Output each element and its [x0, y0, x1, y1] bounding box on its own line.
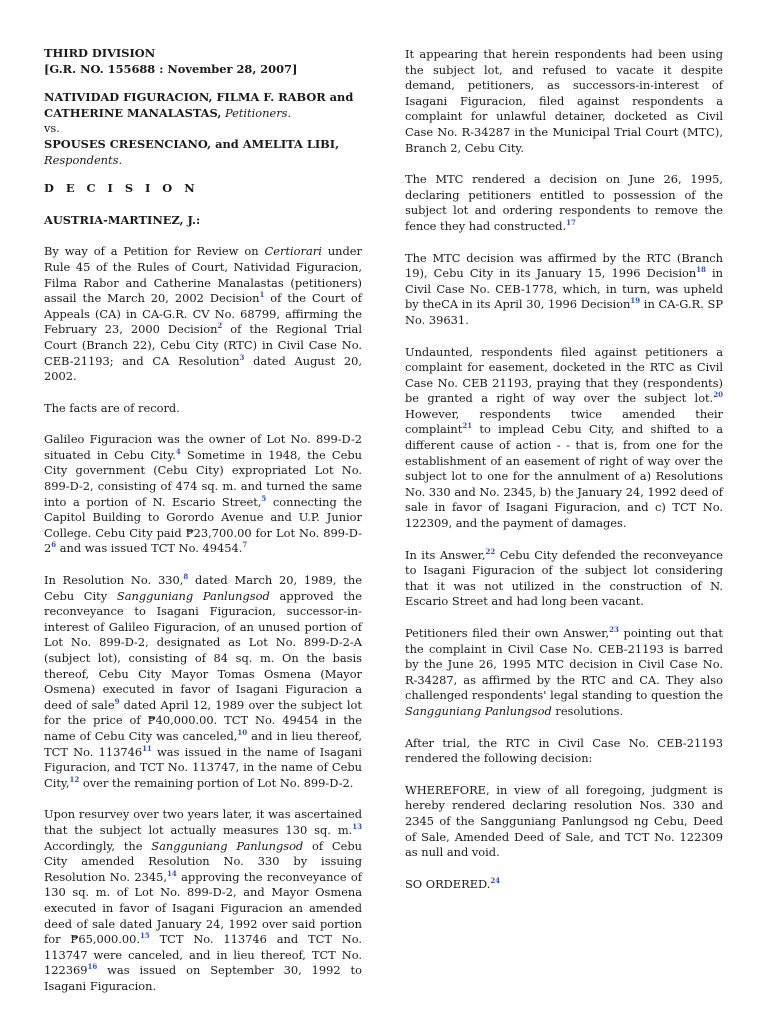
text: resolutions. — [551, 703, 624, 718]
footnote-link-24[interactable]: 24 — [490, 875, 501, 885]
text: The MTC decision was affirmed by the RTC (Branch 19), Cebu City in its January 15, 1996 Decision — [405, 250, 723, 281]
text: in CA-G.R. SP No. 39631. — [405, 297, 723, 327]
footnote-link-13[interactable]: 13 — [352, 822, 362, 832]
footnote-link-15[interactable]: 15 — [140, 931, 150, 941]
footnote-link-5[interactable]: 5 — [261, 493, 267, 503]
text: Galileo Figuracion was the owner of Lot No. 899-D-2 situated in Cebu City. — [44, 432, 362, 462]
paragraph-9 — [405, 345, 723, 532]
text: of the Regional Trial Court (Branch 22), Cebu City (RTC) in Civil Case No. CEB-21193; and CA Resolution — [44, 322, 362, 368]
ponente: AUSTRIA-MARTINEZ, J.: — [44, 212, 201, 227]
paragraph-8 — [405, 251, 723, 329]
text: over the remaining portion of Lot No. 899-D-2. — [79, 775, 354, 790]
text: TCT No. 113746 and TCT No. 113747 were canceled, and in lieu thereof, TCT No. 122369 — [44, 932, 362, 978]
footnote-link-18[interactable]: 18 — [696, 265, 706, 275]
footnote-link-8[interactable]: 8 — [183, 572, 189, 582]
left-column — [44, 46, 362, 1010]
footnote-link-19[interactable]: 19 — [630, 296, 641, 306]
text: pointing out that the complaint in Civil Case No. CEB-21193 is barred by the June 26, 1995 MTC decision in Civil Case No. R-34287, as affirmed by the RTC and CA. They also challenged respondents' legal standing to question the — [405, 626, 723, 703]
text: under Rule 45 of the Rules of Court, Natividad Figuracion, Filma Rabor and Catherine Manalastas (petitioners) assail the March 20, 2002 Decision — [44, 244, 362, 306]
text: The MTC rendered a decision on June 26, 1995, declaring petitioners entitled to possession of the subject lot and ordering respondents to remove the fence they had constructed. — [405, 172, 723, 233]
footnote-link-21[interactable]: 21 — [462, 421, 473, 431]
footnote-link-7[interactable]: 7 — [242, 540, 248, 550]
footnote-link-1[interactable]: 1 — [259, 290, 265, 300]
paragraph-1 — [44, 244, 362, 384]
text: In its Answer, — [405, 547, 486, 562]
right-column — [405, 47, 723, 908]
text: connecting the Capitol Building to Gorordo Avenue and U.P. Junior College. Cebu City paid ₱23,700.00 for Lot No. 899-D-2 — [44, 494, 362, 556]
text: However, respondents twice amended their complaint — [405, 406, 723, 437]
division-label: THIRD DIVISION — [44, 46, 156, 60]
text: of Cebu City amended Resolution No. 330 by issuing Resolution No. 2345, — [44, 838, 362, 884]
text: Accordingly, the — [44, 838, 152, 853]
case-number: [G.R. NO. 155688 : November 28, 2007] — [44, 61, 298, 76]
text-italic: Sangguniang Panlungsod — [116, 588, 270, 603]
footnote-link-6[interactable]: 6 — [51, 540, 57, 550]
footnote-link-10[interactable]: 10 — [237, 728, 248, 738]
petitioners-block: NATIVIDAD FIGURACION, FILMA F. RABOR and CATHERINE MANALASTAS, Petitioners. — [44, 90, 354, 120]
petitioners-names: NATIVIDAD FIGURACION, FILMA F. RABOR and CATHERINE MANALASTAS, — [44, 90, 354, 120]
paragraph-13: WHEREFORE, in view of all foregoing, judgment is hereby rendered declaring resolution Nos. 330 and 2345 of the Sangguniang Panlungsod ng Cebu, Deed of Sale, Amended Deed of Sale, and TCT No. 122309 as null and void. — [405, 782, 723, 860]
text: By way of a Petition for Review on — [44, 244, 265, 259]
paragraph-14 — [405, 877, 723, 893]
versus: vs. — [44, 121, 60, 136]
footnote-link-11[interactable]: 11 — [142, 743, 152, 753]
text: Sometime in 1948, the Cebu City government (Cebu City) expropriated Lot No. 899-D-2, consisting of 474 sq. m. and turned the same into a portion of N. Escario Street, — [44, 447, 362, 509]
footnote-link-9[interactable]: 9 — [114, 696, 120, 706]
text-italic: Sangguniang Panlungsod — [151, 838, 304, 853]
text: in Civil Case No. CEB-1778, which, in turn, was upheld by theCA in its April 30, 1996 Decision — [405, 266, 723, 312]
footnote-link-12[interactable]: 12 — [69, 774, 80, 784]
paragraph-5 — [44, 807, 362, 994]
footnote-link-14[interactable]: 14 — [167, 868, 177, 878]
text: Cebu City defended the reconveyance to Isagani Figuracion of the subject lot considering that it was not utilized in the construction of N. Escario Street and had long been vacant. — [405, 547, 723, 609]
paragraph-11 — [405, 626, 723, 720]
text: dated April 12, 1989 over the subject lot for the price of ₱40,000.00. TCT No. 49454 in the name of Cebu City was canceled, — [44, 697, 362, 743]
respondents-block: SPOUSES CRESENCIANO, and AMELITA LIBI, Respondents. — [44, 136, 340, 167]
text-italic: Sangguniang Panlungsod — [405, 703, 552, 718]
text: of the Court of Appeals (CA) in CA-G.R. CV No. 68799, affirming the February 23, 2000 Decision — [44, 291, 362, 337]
text: was issued in the name of Isagani Figuracion, and TCT No. 113747, in the name of Cebu City, — [44, 744, 362, 790]
paragraph-2: The facts are of record. — [44, 400, 180, 415]
text: was issued on September 30, 1992 to Isagani Figuracion. — [44, 963, 362, 993]
footnote-link-16[interactable]: 16 — [87, 962, 98, 972]
footnote-link-17[interactable]: 17 — [566, 218, 576, 228]
paragraph-6: It appearing that herein respondents had been using the subject lot, and refused to vacate it despite demand, petitioners, as successors-in-interest of Isagani Figuracion, filed against respondents a complaint for unlawful detainer, docketed as Civil Case No. R-34287 in the Municipal Trial Court (MTC), Branch 2, Cebu City. — [405, 47, 723, 155]
text-italic: Certiorari — [264, 244, 322, 259]
respondents-label: Respondents — [44, 152, 119, 167]
text: Undaunted, respondents filed against petitioners a complaint for easement, docketed in the RTC as Civil Case No. CEB 21193, praying that they (respondents) be granted a right of way over the subject lot. — [405, 344, 723, 406]
text: In Resolution No. 330, — [44, 573, 184, 588]
text: Upon resurvey over two years later, it was ascertained that the subject lot actually measures 130 sq. m. — [44, 807, 362, 837]
respondents-names: SPOUSES CRESENCIANO, and AMELITA LIBI, — [44, 136, 340, 151]
paragraph-3 — [44, 432, 362, 557]
footnote-link-3[interactable]: 3 — [239, 352, 245, 362]
text: dated August 20, 2002. — [44, 353, 362, 384]
text: approved the reconveyance to Isagani Figuracion, successor-in-interest of Galileo Figuracion, of an unused portion of Lot No. 899-D-2, designated as Lot No. 899-D-2-A (subject lot), consisting of 84 sq. m. On the basis thereof, Cebu City Mayor Tomas Osmena (Mayor Osmena) executed in favor of Isagani Figuracion a deed of sale — [44, 588, 363, 712]
text: approving the reconveyance of 130 sq. m. of Lot No. 899-D-2, and Mayor Osmena executed in favor of Isagani Figuracion an amended deed of sale dated January 24, 1992 over said portion for ₱65,000.00. — [44, 869, 362, 947]
text: dated March 20, 1989, the Cebu City — [44, 573, 362, 603]
text: and in lieu thereof, TCT No. 113746 — [44, 728, 362, 759]
paragraph-4 — [44, 573, 362, 791]
footnote-link-22[interactable]: 22 — [485, 546, 496, 556]
paragraph-12: After trial, the RTC in Civil Case No. CEB-21193 rendered the following decision: — [405, 735, 723, 766]
text: and was issued TCT No. 49454. — [56, 541, 243, 556]
footnote-link-4[interactable]: 4 — [175, 447, 181, 457]
footnote-link-2[interactable]: 2 — [217, 321, 223, 331]
text: to implead Cebu City, and shifted to a different cause of action - - that is, from one for the establishment of an easement of right of way over the subject lot to one for the annulment of a) Resolutions No. 330 and No. 2345, b) the January 24, 1992 deed of sale in favor of Isagani Figuracion, and c) TCT No. 122309, and the payment of damages. — [405, 422, 723, 531]
footnote-link-20[interactable]: 20 — [713, 390, 723, 400]
paragraph-7 — [405, 172, 723, 234]
paragraph-10 — [405, 548, 723, 610]
petitioners-label: Petitioners — [224, 105, 288, 120]
decision-title: D E C I S I O N — [44, 181, 199, 196]
footnote-link-23[interactable]: 23 — [609, 625, 619, 635]
text: Petitioners filed their own Answer, — [405, 626, 610, 640]
text: SO ORDERED. — [405, 876, 491, 891]
